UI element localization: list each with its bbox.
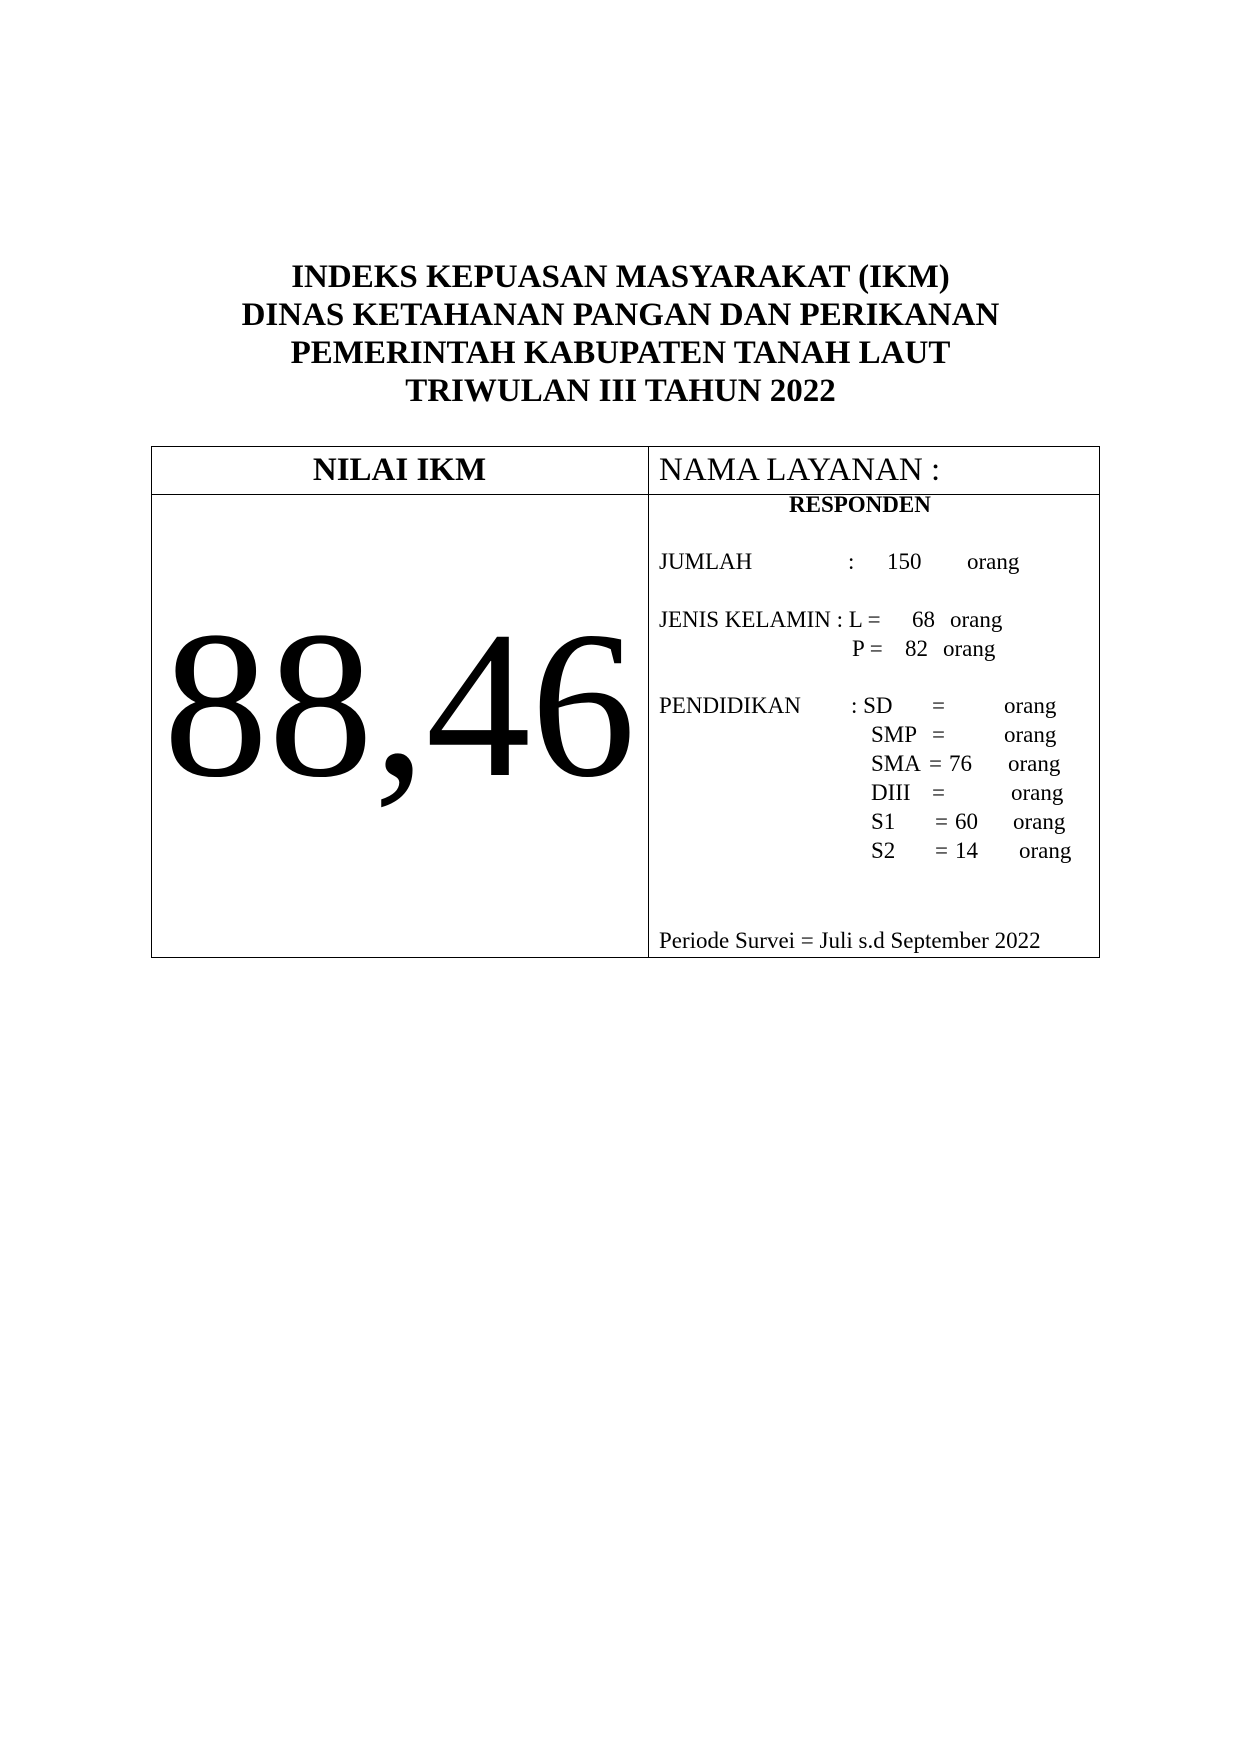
pendidikan-s2-label: S2: [871, 838, 896, 863]
nama-layanan-header: NAMA LAYANAN :: [659, 452, 941, 488]
jumlah-label: JUMLAH: [659, 549, 753, 574]
pendidikan-smp-eq: =: [932, 722, 945, 747]
ikm-value: 88,46: [163, 589, 636, 821]
jumlah-value: 150: [887, 549, 922, 574]
document-title: [0, 258, 1241, 410]
pendidikan-s2-value: 14: [955, 838, 978, 863]
pendidikan-sma-value: 76: [949, 751, 972, 776]
perempuan-label: P =: [852, 636, 883, 661]
jumlah-unit: orang: [967, 549, 1020, 574]
laki-laki-unit: orang: [950, 607, 1003, 632]
pendidikan-s1-value: 60: [955, 809, 978, 834]
jenis-kelamin-label: JENIS KELAMIN : L =: [659, 607, 881, 632]
title-line-2: DINAS KETAHANAN PANGAN DAN PERIKANAN: [241, 297, 1000, 333]
perempuan-value: 82: [905, 636, 928, 661]
pendidikan-s1-label: S1: [871, 809, 896, 834]
pendidikan-s1-unit: orang: [1013, 809, 1066, 834]
title-line-1: INDEKS KEPUASAN MASYARAKAT (IKM): [291, 259, 950, 295]
pendidikan-s2-eq: =: [935, 838, 948, 863]
title-line-3: PEMERINTAH KABUPATEN TANAH LAUT: [290, 335, 951, 371]
jumlah-separator: :: [848, 549, 855, 574]
laki-laki-value: 68: [912, 607, 935, 632]
pendidikan-s1-eq: =: [935, 809, 948, 834]
pendidikan-smp-label: SMP: [871, 722, 918, 747]
title-line-4: TRIWULAN III TAHUN 2022: [405, 373, 836, 409]
pendidikan-sd-unit: orang: [1004, 693, 1057, 718]
pendidikan-s2-unit: orang: [1019, 838, 1072, 863]
pendidikan-sd-label: : SD: [851, 693, 893, 718]
pendidikan-sma-eq: =: [929, 751, 942, 776]
pendidikan-sma-unit: orang: [1008, 751, 1061, 776]
table-header-divider: [151, 494, 1100, 495]
table-column-divider: [648, 446, 649, 958]
periode-survei: Periode Survei = Juli s.d September 2022: [659, 928, 1041, 953]
pendidikan-sma-label: SMA: [871, 751, 921, 776]
pendidikan-diii-eq: =: [932, 780, 945, 805]
pendidikan-smp-unit: orang: [1004, 722, 1057, 747]
pendidikan-diii-label: DIII: [871, 780, 911, 805]
nilai-ikm-header: NILAI IKM: [312, 452, 487, 488]
perempuan-unit: orang: [943, 636, 996, 661]
pendidikan-diii-unit: orang: [1011, 780, 1064, 805]
responden-heading: RESPONDEN: [789, 492, 931, 517]
pendidikan-sd-eq: =: [932, 693, 945, 718]
pendidikan-label: PENDIDIKAN: [659, 693, 801, 718]
